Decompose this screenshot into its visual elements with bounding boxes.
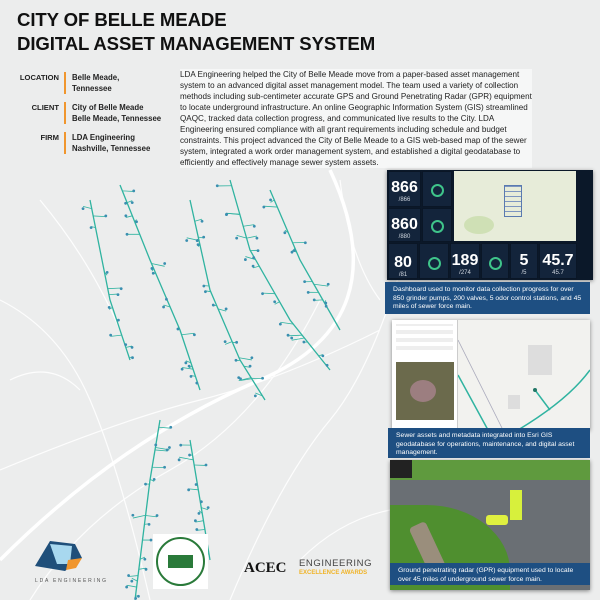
belle-meade-seal — [153, 534, 208, 589]
grinder-pump-node — [252, 265, 255, 268]
grinder-pump-node — [117, 293, 120, 296]
gis-screenshot — [392, 320, 590, 430]
grinder-pump-node — [150, 539, 153, 542]
grinder-pump-node — [279, 323, 282, 326]
grinder-pump-node — [196, 239, 199, 242]
grinder-pump-node — [131, 201, 134, 204]
grinder-pump-node — [124, 343, 127, 346]
sewer-lateral — [122, 191, 133, 192]
grinder-pump-node — [156, 514, 159, 517]
grinder-pump-node — [126, 233, 129, 236]
grinder-pump-node — [216, 184, 219, 187]
dashboard-tile — [539, 243, 577, 279]
sewer-lateral — [263, 293, 275, 294]
sewer-lateral — [237, 235, 247, 238]
title-line-2: DIGITAL ASSET MANAGEMENT SYSTEM — [17, 33, 376, 54]
manhole-cover — [410, 380, 436, 402]
attribute-table — [396, 324, 453, 350]
sewer-lateral — [108, 288, 121, 289]
grinder-pump-node — [127, 574, 130, 577]
gauge-tile — [419, 243, 449, 279]
manhole-photo — [396, 362, 454, 420]
dashboard-tile — [388, 208, 421, 242]
sewer-lateral — [93, 216, 106, 217]
grinder-pump-node — [117, 319, 120, 322]
grinder-pump-node — [283, 231, 286, 234]
project-description: LDA Engineering helped the City of Belle Meade move from a paper-based asset management system to an advanced digital asset management model. The team used a variety of collection methods including sub-centimeter accurate GPS and Ground Penetrating Radar (GPR) equipment to locate underground infrastructure. An online Geographic Information System (GIS) streamlined QAQC, tracked data collection progress, and communicated live results to the City. LDA Engineering ensured compliance with all grant requirements including schedule and budget constraints. This project advanced the City of Belle Meade to a GIS web-based map of the sewer system, integrated a work order management system, and established a digital geodatabase to efficiently and effectively manage sewer system assets. — [180, 70, 532, 167]
dashboard-caption: Dashboard used to monitor data collection progress for over 850 grinder pumps, 200 valves, 5 odor control stations, and 45 miles of sewer force main. — [385, 282, 590, 314]
tile-value: 860 — [391, 216, 418, 233]
grinder-pump-node — [325, 305, 328, 308]
grinder-pump-node — [256, 237, 259, 240]
grinder-pump-node — [313, 298, 316, 301]
grinder-pump-node — [90, 226, 93, 229]
grinder-pump-node — [165, 298, 168, 301]
grinder-pump-node — [179, 444, 182, 447]
grinder-pump-node — [184, 361, 187, 364]
seal-horses-icon — [168, 555, 193, 568]
gis-map-view — [458, 320, 590, 430]
grinder-pump-node — [151, 267, 154, 270]
grinder-pump-node — [269, 199, 272, 202]
dashboard-map — [454, 171, 576, 241]
grinder-pump-node — [135, 220, 138, 223]
map-grid — [504, 185, 522, 217]
grinder-pump-node — [207, 506, 210, 509]
grinder-pump-node — [302, 341, 305, 344]
grinder-pump-node — [304, 241, 307, 244]
tile-total: /274 — [459, 270, 471, 276]
grinder-pump-node — [197, 243, 200, 246]
grinder-pump-node — [235, 237, 238, 240]
grinder-pump-node — [291, 251, 294, 254]
grinder-pump-node — [290, 337, 293, 340]
grinder-pump-node — [235, 341, 238, 344]
grinder-pump-node — [131, 356, 134, 359]
dashboard-screenshot — [387, 170, 593, 280]
sewer-lateral — [264, 206, 277, 207]
grinder-pump-node — [106, 271, 109, 274]
grinder-pump-node — [225, 213, 228, 216]
acec-engineering: ENGINEERING — [299, 558, 373, 569]
grinder-pump-node — [244, 258, 247, 261]
grinder-pump-node — [252, 256, 255, 259]
tile-total: /81 — [398, 272, 408, 278]
info-client — [0, 102, 175, 124]
sewer-main — [230, 180, 330, 370]
grinder-pump-node — [303, 280, 306, 283]
grinder-pump-node — [257, 249, 260, 252]
grinder-pump-node — [144, 483, 147, 486]
grinder-pump-node — [154, 444, 157, 447]
location-value — [64, 72, 119, 94]
grinder-pump-node — [187, 488, 190, 491]
grinder-pump-node — [262, 206, 265, 209]
client-value — [64, 102, 161, 124]
gis-caption: Sewer assets and metadata integrated into Esri GIS geodatabase for operations, maintenance, and digital asset management. — [388, 428, 590, 458]
sewer-main — [270, 190, 340, 330]
dashboard-tile — [450, 243, 480, 279]
grinder-pump-node — [137, 595, 140, 598]
value-line: Tennessee — [72, 84, 112, 93]
sewer-lateral — [146, 516, 157, 517]
gauge-tile — [422, 171, 452, 207]
grinder-pump-node — [148, 523, 151, 526]
sewer-lateral — [227, 213, 240, 214]
progress-ring-icon — [431, 220, 444, 233]
grinder-pump-node — [324, 302, 327, 305]
grinder-pump-node — [177, 328, 180, 331]
grinder-pump-node — [166, 449, 169, 452]
grinder-pump-node — [181, 368, 184, 371]
grinder-pump-node — [249, 365, 252, 368]
grinder-pump-node — [287, 334, 290, 337]
tile-value: 45.7 — [542, 252, 574, 269]
grinder-pump-node — [124, 214, 127, 217]
grinder-pump-node — [188, 365, 191, 368]
grinder-pump-node — [131, 514, 134, 517]
tile-value: 866 — [391, 179, 418, 196]
grinder-pump-node — [225, 308, 228, 311]
grinder-pump-node — [250, 356, 253, 359]
acec-logo: ACEC — [244, 560, 287, 576]
value-line: Belle Meade, Tennessee — [72, 114, 162, 123]
progress-ring-icon — [489, 257, 502, 270]
gpr-caption: Ground penetrating radar (GPR) equipment used to locate over 45 miles of underground sewer force main. — [390, 563, 590, 585]
grinder-pump-node — [193, 333, 196, 336]
grinder-pump-node — [169, 426, 172, 429]
value-line: LDA Engineering — [72, 133, 135, 142]
grinder-pump-node — [185, 239, 188, 242]
grinder-pump-node — [124, 202, 127, 205]
grinder-pump-node — [163, 262, 166, 265]
grinder-pump-node — [198, 512, 201, 515]
sewer-lateral — [129, 576, 138, 577]
attribute-panel — [392, 320, 458, 430]
gpr-cart — [486, 515, 508, 525]
grinder-pump-node — [188, 454, 191, 457]
grinder-pump-node — [327, 283, 330, 286]
grinder-pump-node — [195, 382, 198, 385]
sewer-lateral — [155, 450, 167, 451]
grinder-pump-node — [152, 272, 155, 275]
grinder-pump-node — [212, 304, 215, 307]
map-park — [464, 216, 494, 234]
grinder-pump-node — [132, 189, 135, 192]
grinder-pump-node — [261, 377, 264, 380]
grinder-pump-node — [202, 285, 205, 288]
grass-bg — [390, 460, 590, 480]
firm-value — [64, 132, 150, 154]
grinder-pump-node — [134, 597, 137, 600]
firm-label: FIRM — [40, 133, 59, 142]
grinder-pump-node — [202, 236, 205, 239]
acec-awards: EXCELLENCE AWARDS — [299, 570, 368, 576]
sewer-lateral — [243, 225, 254, 227]
sewer-lateral — [182, 333, 195, 335]
grinder-pump-node — [321, 354, 324, 357]
sewer-main — [190, 200, 265, 400]
grinder-pump-node — [194, 519, 197, 522]
value-line: City of Belle Meade — [72, 103, 144, 112]
sewer-lateral — [133, 515, 146, 518]
dashboard-tile — [388, 171, 421, 207]
location-label: LOCATION — [19, 73, 59, 82]
grinder-pump-node — [109, 334, 112, 337]
grinder-pump-node — [200, 500, 203, 503]
grinder-pump-node — [82, 207, 85, 210]
progress-ring-icon — [428, 257, 441, 270]
lda-logo-icon — [30, 536, 85, 574]
page-title — [17, 8, 375, 56]
worker — [510, 490, 522, 520]
info-location — [0, 72, 175, 94]
info-firm — [0, 132, 175, 154]
value-line: Belle Meade, — [72, 73, 120, 82]
tile-value: 80 — [394, 254, 412, 271]
lda-logo-text: LDA ENGINEERING — [35, 578, 108, 584]
grinder-pump-node — [195, 483, 198, 486]
grinder-pump-node — [326, 364, 329, 367]
grinder-pump-node — [195, 528, 198, 531]
sewer-lateral — [189, 489, 199, 490]
tile-value: 189 — [451, 252, 479, 269]
grinder-pump-node — [253, 225, 256, 228]
tile-total: /5 — [521, 270, 527, 276]
grinder-pump-node — [239, 377, 242, 380]
progress-ring-icon — [431, 184, 444, 197]
grinder-pump-node — [163, 466, 166, 469]
grinder-pump-node — [201, 220, 204, 223]
sewer-lateral — [111, 335, 122, 336]
grinder-pump-node — [143, 558, 146, 561]
value-line: Nashville, Tennessee — [72, 144, 151, 153]
grinder-pump-node — [273, 300, 276, 303]
car — [390, 460, 412, 478]
grinder-pump-node — [125, 586, 128, 589]
project-info — [0, 72, 175, 162]
sewer-lateral — [314, 284, 328, 286]
seal-ring — [156, 537, 205, 586]
grinder-pump-node — [204, 290, 207, 293]
tile-total: /866 — [398, 197, 411, 203]
grinder-pump-node — [224, 340, 227, 343]
tile-value: 5 — [519, 252, 529, 269]
client-label: CLIENT — [31, 103, 59, 112]
gauge-tile — [422, 208, 452, 242]
sewer-lateral — [239, 358, 252, 360]
dashboard-tile — [388, 243, 418, 279]
grinder-pump-node — [178, 458, 181, 461]
grinder-pump-node — [108, 306, 111, 309]
sewer-lateral — [127, 585, 137, 587]
grinder-pump-node — [153, 478, 156, 481]
grinder-pump-node — [254, 394, 257, 397]
grinder-pump-node — [261, 292, 264, 295]
grinder-pump-node — [235, 359, 238, 362]
grinder-pump-node — [162, 306, 165, 309]
sewer-lateral — [251, 378, 262, 379]
grinder-pump-node — [120, 287, 123, 290]
dashboard-tile — [510, 243, 538, 279]
title-line-1: CITY OF BELLE MEADE — [17, 9, 227, 30]
sewer-lateral — [152, 264, 165, 267]
grinder-pump-node — [205, 464, 208, 467]
tile-total: /880 — [398, 234, 411, 240]
grinder-pump-node — [104, 215, 107, 218]
gauge-tile — [481, 243, 509, 279]
grinder-pump-node — [307, 291, 310, 294]
grinder-pump-node — [190, 375, 193, 378]
sewer-lateral — [182, 368, 193, 370]
grinder-pump-node — [131, 346, 134, 349]
tile-total: 45.7 — [552, 270, 564, 276]
grinder-pump-node — [168, 446, 171, 449]
grinder-pump-node — [145, 568, 148, 571]
sewer-lateral — [247, 236, 257, 238]
grinder-pump-node — [130, 580, 133, 583]
